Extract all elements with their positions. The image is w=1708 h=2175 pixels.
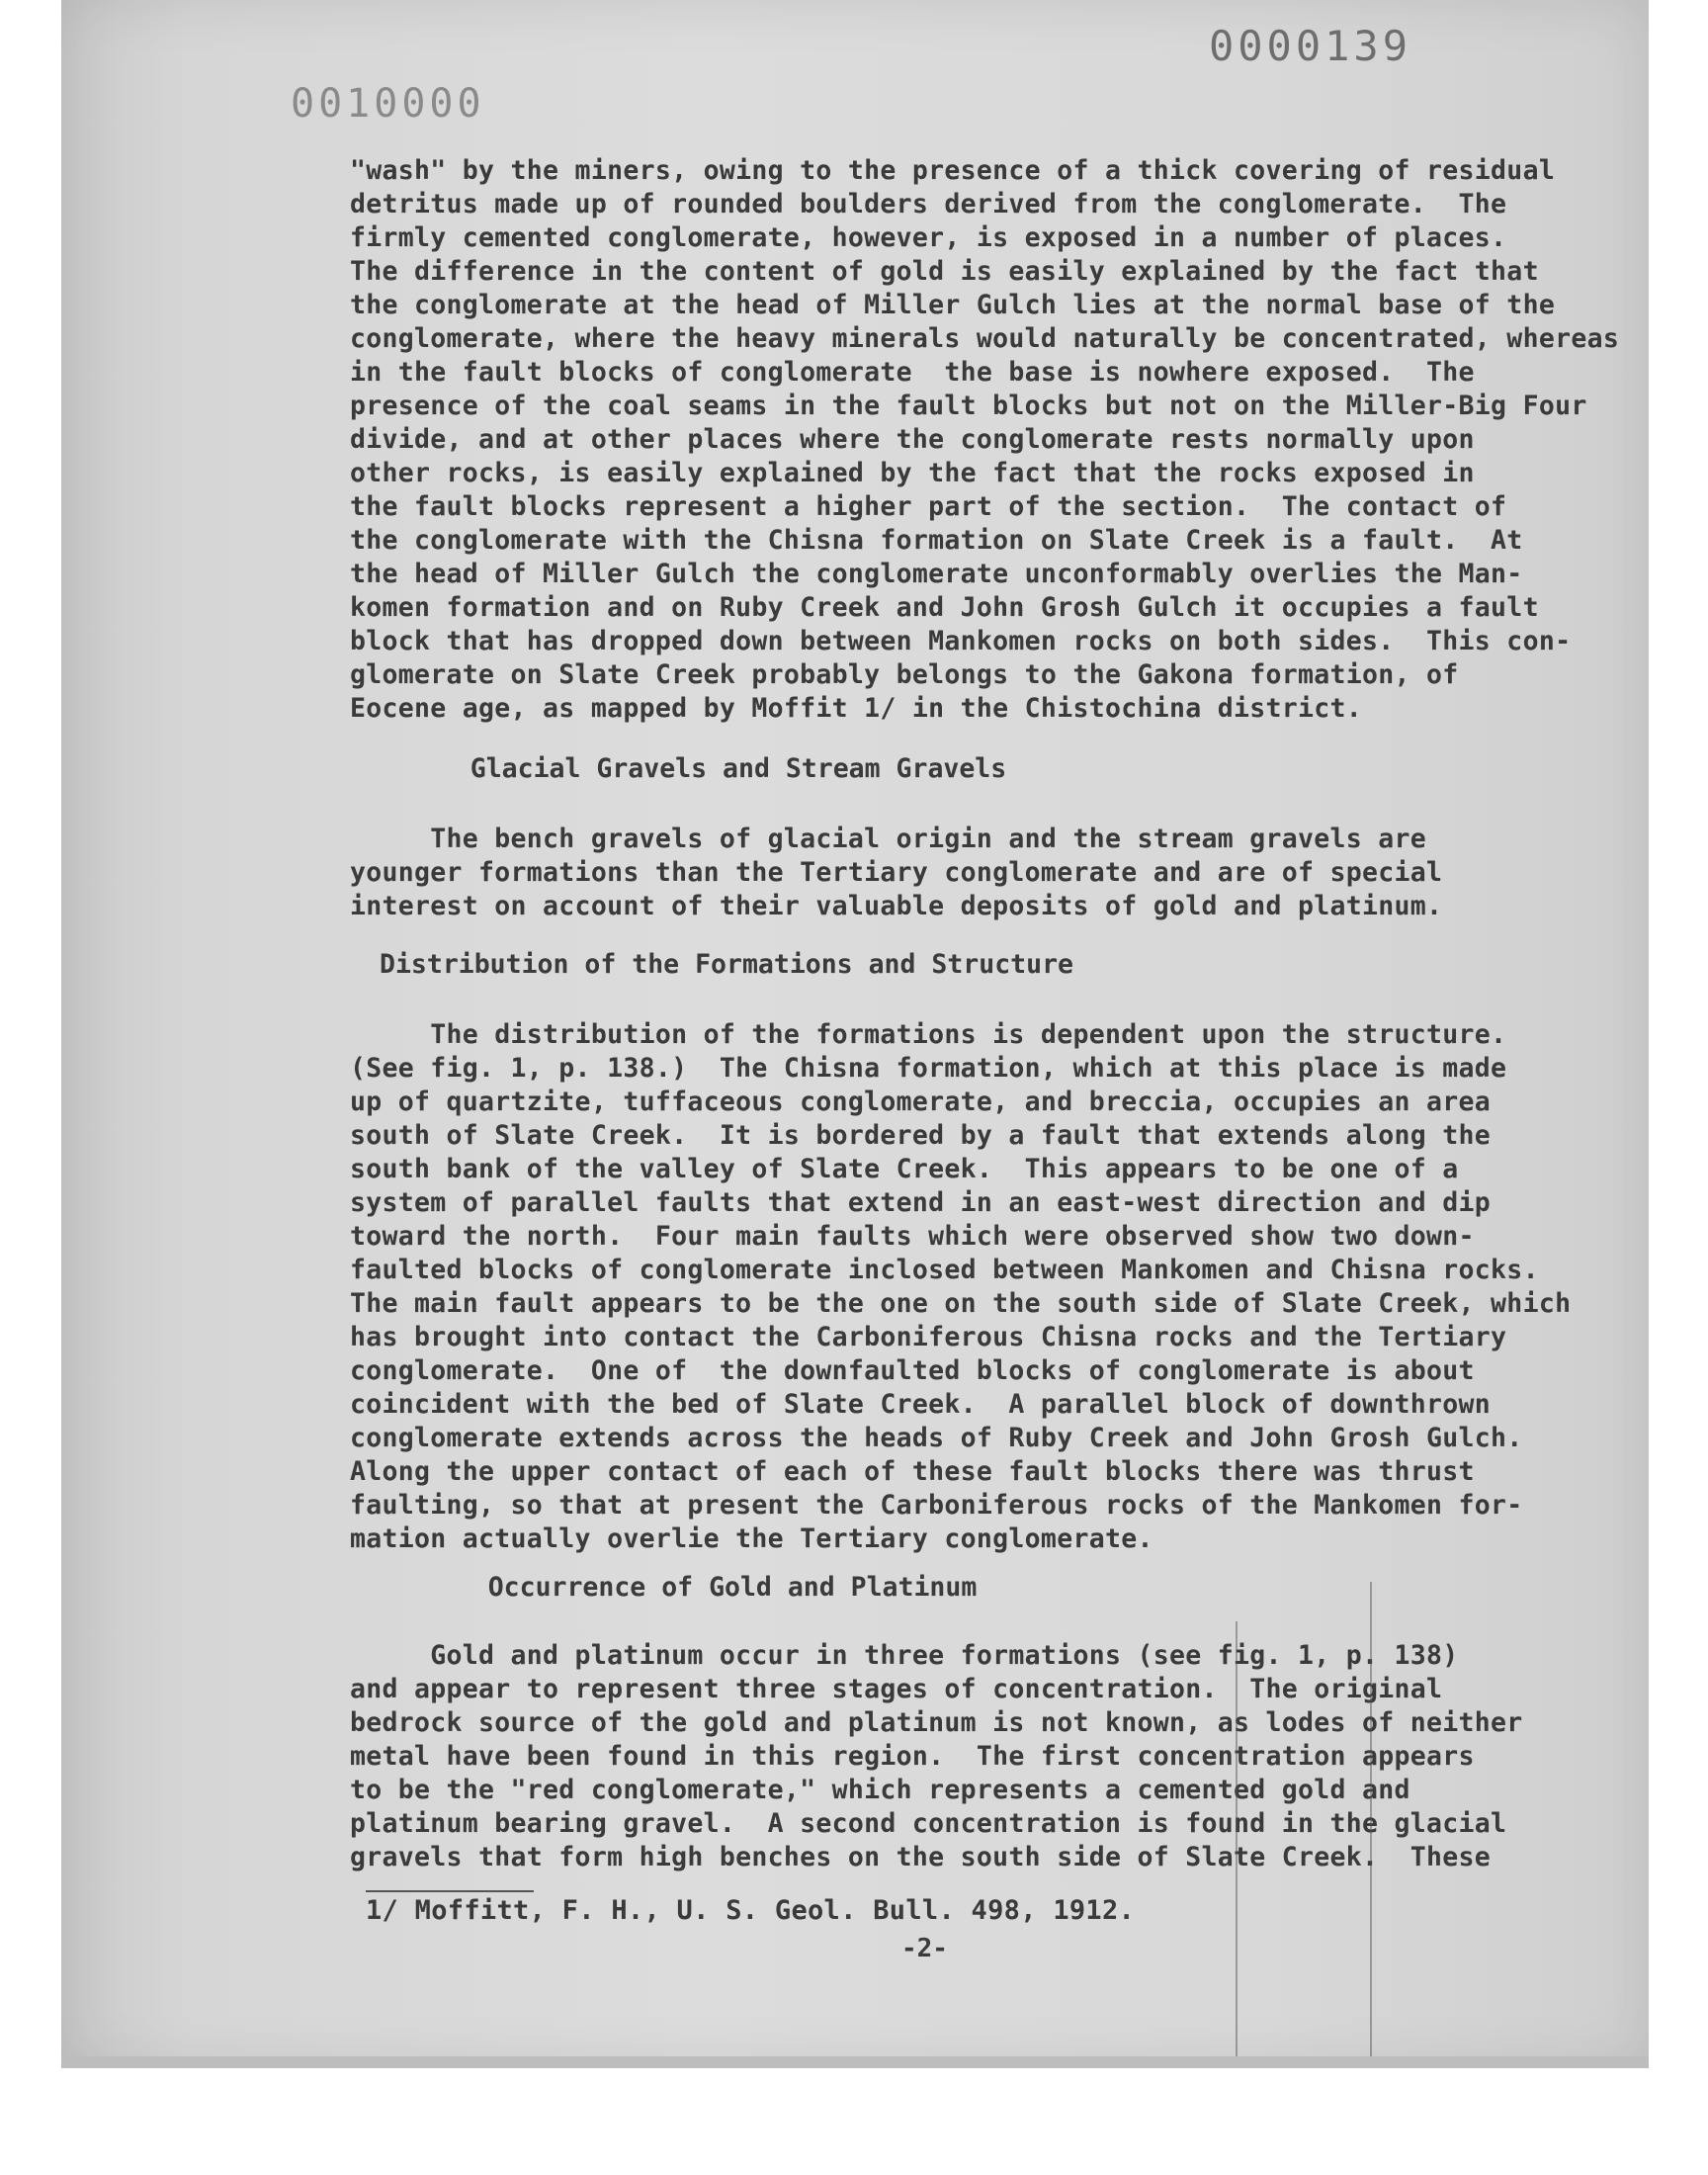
page-number: -2-	[901, 1934, 948, 1963]
fold-crease	[1236, 1621, 1238, 2056]
heading-occurrence: Occurrence of Gold and Platinum	[487, 1572, 978, 1603]
document-page	[61, 0, 1649, 2068]
heading-glacial-gravels: Glacial Gravels and Stream Gravels	[470, 753, 1007, 784]
paragraph-bench-gravels: The bench gravels of glacial origin and the stream gravels are younger formations than the Tertiary conglomerate and are of special interest on account of their valuable deposits of gold and platinum.	[350, 824, 1443, 921]
footnote: 1/ Moffitt, F. H., U. S. Geol. Bull. 498, 1912.	[366, 1895, 1136, 1926]
paragraph-distribution: The distribution of the formations is dependent upon the structure. (See fig. 1, p. 138.) The Chisna formation, which at this place is made up of quartzite, tuffaceous conglomerate, and breccia, occupies an area south of Slate Creek. It is bordered by a fault that extends along the south bank of the valley of Slate Creek. This appears to be one of a system of parallel faults that extend in an east-west direction and dip toward the north. Four main faults which were observed show two down- faulted blocks of conglomerate inclosed between Mankomen and Chisna rocks. The main fault appears to be the one on the south side of Slate Creek, which has brought into contact the Carboniferous Chisna rocks and the Tertiary conglomerate. One of the downfaulted blocks of conglomerate is about coincident with the bed of Slate Creek. A parallel block of downthrown conglomerate extends across the heads of Ruby Creek and John Grosh Gulch. Along the upper contact of each of these fault blocks there was thrust faulting, so that at present the Carboniferous rocks of the Mankomen for- mation actually overlie the Tertiary conglomerate.	[350, 1019, 1572, 1554]
heading-distribution: Distribution of the Formations and Structure	[380, 949, 1073, 980]
document-number-stamp: 0000139	[1208, 22, 1411, 70]
footnote-rule	[366, 1890, 534, 1892]
fold-crease	[1370, 1582, 1372, 2056]
archive-number-stamp: 0010000	[291, 81, 485, 127]
paragraph-occurrence: Gold and platinum occur in three formations (see fig. 1, p. 138) and appear to represent three stages of concentration. The original bedrock source of the gold and platinum is not known, as lodes of neither metal have been found in this region. The first concentration appears to be the "red conglomerate," which represents a cemented gold and platinum bearing gravel. A second concentration is found in the glacial gravels that form high benches on the south side of Slate Creek. These	[350, 1640, 1523, 1872]
paragraph-conglomerate: "wash" by the miners, owing to the presence of a thick covering of residual detritus made up of rounded boulders derived from the conglomerate. The firmly cemented conglomerate, however, is exposed in a number of places. The difference in the content of gold is easily explained by the fact that the conglomerate at the head of Miller Gulch lies at the normal base of the conglomerate, where the heavy minerals would naturally be concentrated, whereas in the fault blocks of conglomerate the base is nowhere exposed. The presence of the coal seams in the fault blocks but not on the Miller-Big Four divide, and at other places where the conglomerate rests normally upon other rocks, is easily explained by the fact that the rocks exposed in the fault blocks represent a higher part of the section. The contact of the conglomerate with the Chisna formation on Slate Creek is a fault. At the head of Miller Gulch the conglomerate unconformably overlies the Man- komen formation and on Ruby Creek and John Grosh Gulch it occupies a fault block that has dropped down between Mankomen rocks on both sides. This con- glomerate on Slate Creek probably belongs to the Gakona formation, of Eocene age, as mapped by Moffit 1/ in the Chistochina district.	[350, 155, 1620, 724]
